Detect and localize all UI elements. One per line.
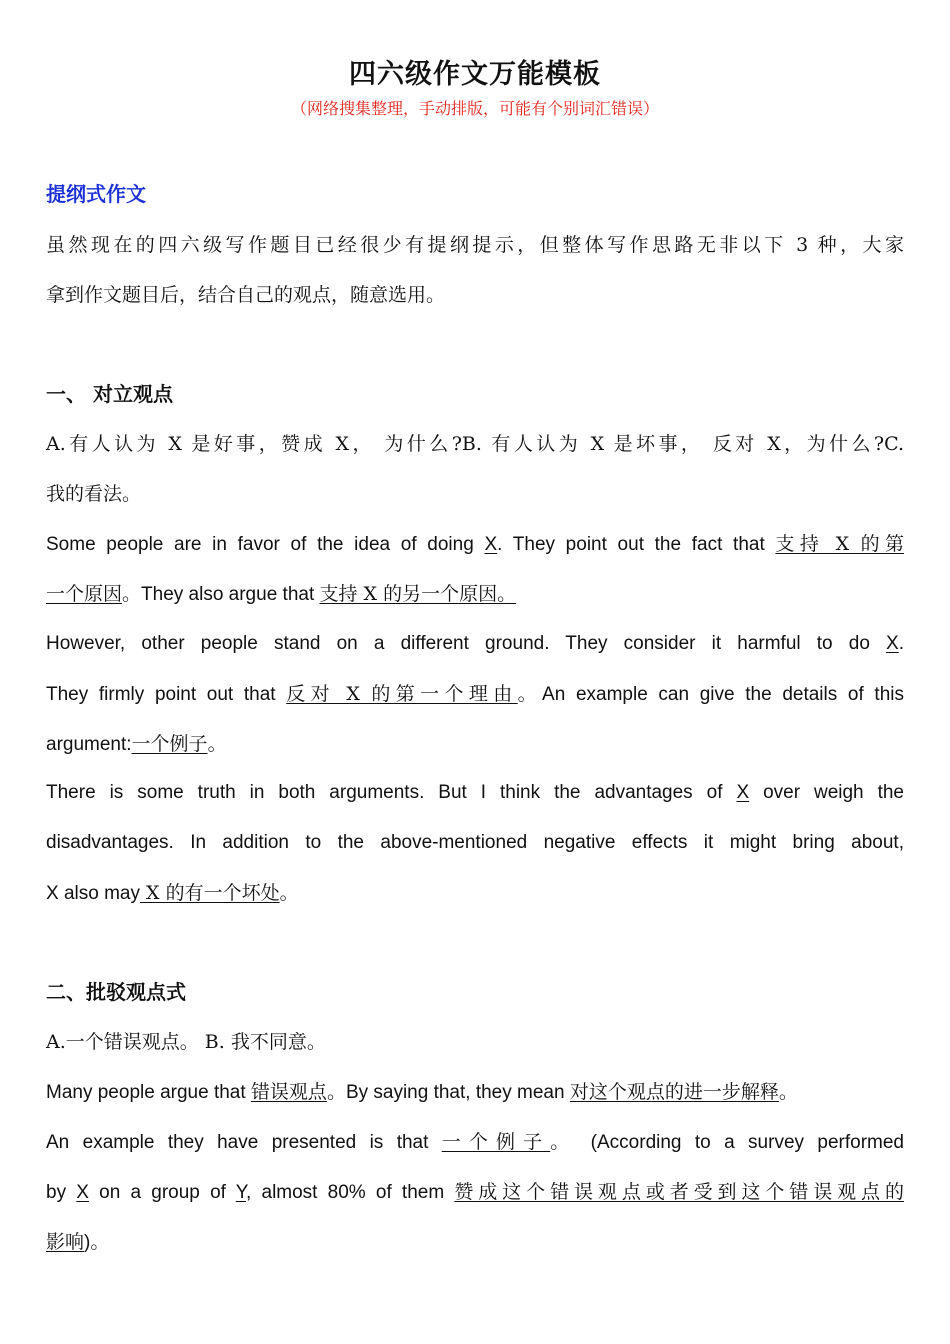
text-span: 。 [778,1082,798,1103]
page-title: 四六级作文万能模板 [349,59,601,90]
text-span: 。An example can give the details of this [517,684,904,705]
fill-in-blank: 错误观点 [250,1081,327,1103]
section-heading-opposing-views: 一、 对立观点 [46,382,173,406]
text-span: 。They also argue that [122,584,320,605]
paragraph-line [46,682,904,707]
paragraph-line: disadvantages. In addition to the above-mentioned negative effects it might bring about, [46,832,904,853]
text-span: 。 (According to a survey performed [550,1132,904,1153]
paragraph-line [46,1180,904,1205]
paragraph-line [46,1130,904,1155]
fill-in-blank: 一个例子 [441,1131,551,1153]
section-heading-refute: 二、批驳观点式 [46,980,186,1004]
placeholder-x: X [484,534,498,555]
text-span: There is some truth in both arguments. But I think the advantages of [46,782,737,803]
fill-in-blank: 支持 X 的第 [775,533,905,555]
outline-line-2: 我的看法。 [46,483,142,505]
text-span: . [898,633,904,654]
text-span: An example they have presented is that [46,1132,442,1153]
placeholder-x: X [76,1182,89,1203]
paragraph-line [46,732,904,757]
fill-in-blank: 对这个观点的进一步解释 [569,1081,779,1103]
placeholder-x: X [736,782,750,803]
fill-in-blank: 赞成这个错误观点或者受到这个错误观点的 [454,1181,904,1203]
paragraph-line [46,781,904,805]
text-span: 。 [207,734,227,755]
text-span: . They point out the fact that [497,534,776,555]
paragraph-line [46,1080,920,1105]
fill-in-blank: X 的有一个坏处 [139,882,280,904]
text-span: Some people are in favor of the idea of doing [46,534,485,555]
fill-in-blank: 一个例子 [131,733,208,755]
fill-in-blank: 反对 X 的第一个理由 [286,683,518,705]
placeholder-x: X [886,633,899,654]
outline-line-1: A.有人认为 X 是好事，赞成 X， 为什么?B. 有人认为 X 是坏事， 反对 X，为什么?C. [46,433,904,455]
paragraph-line [46,532,904,557]
paragraph-line [46,582,904,607]
text-span: They firmly point out that [46,684,287,705]
paragraph-line [46,632,904,656]
fill-in-blank: 支持 X 的另一个原因。 [319,583,517,605]
page-subtitle: （网络搜集整理，手动排版，可能有个别词汇错误） [290,99,659,118]
paragraph-line [46,1230,904,1255]
paragraph-line [46,881,904,906]
text-span: over weigh the [749,782,904,803]
text-span: 。By saying that, they mean [326,1082,570,1103]
fill-in-blank: 影响 [46,1231,85,1253]
text-span: 。 [279,883,299,904]
text-span: However, other people stand on a different ground. They consider it harmful to do [46,633,887,654]
intro-line-2: 拿到作文题目后，结合自己的观点，随意选用。 [46,284,446,306]
section-heading-outline: 提纲式作文 [46,182,146,206]
intro-line-1: 虽然现在的四六级写作题目已经很少有提纲提示，但整体写作思路无非以下 3 种，大家 [46,234,904,256]
text-span: X also may [46,883,140,904]
text-span: Many people argue that [46,1082,251,1103]
fill-in-blank: 一个原因 [46,583,123,605]
text-span: on a group of [88,1182,236,1203]
text-span: , almost 80% of them [246,1182,455,1203]
placeholder-y: Y [235,1182,247,1203]
text-span: )。 [84,1232,110,1253]
text-span: argument: [46,734,132,755]
outline-line: A.一个错误观点。 B. 我不同意。 [46,1031,326,1053]
text-span: by [46,1182,77,1203]
